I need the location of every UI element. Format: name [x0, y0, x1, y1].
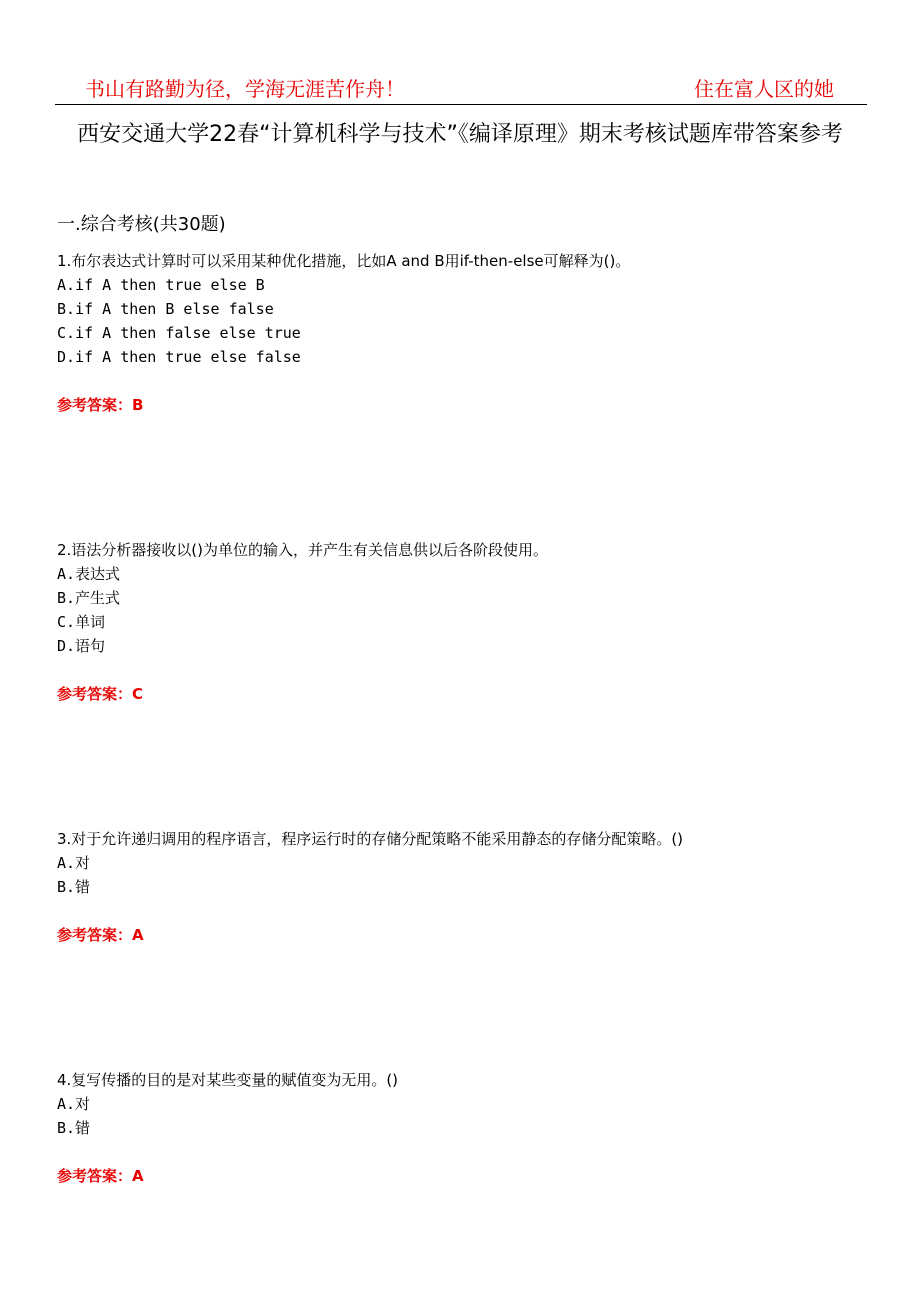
option-c: C.单词: [57, 613, 106, 631]
answer-label: 参考答案：A: [57, 926, 144, 944]
answer-label: 参考答案：A: [57, 1167, 144, 1185]
question-stem: 3.对于允许递归调用的程序语言，程序运行时的存储分配策略不能采用静态的存储分配策略。(): [57, 830, 684, 848]
option-b: B.错: [57, 1119, 91, 1137]
question-stem: 4.复写传播的目的是对某些变量的赋值变为无用。(): [57, 1071, 399, 1089]
document-title: 西安交通大学22春“计算机科学与技术”《编译原理》期末考核试题库带答案参考: [77, 122, 843, 147]
question-1: [57, 249, 867, 417]
option-a: A.if A then true else B: [57, 276, 265, 294]
option-d: D.语句: [57, 637, 106, 655]
option-d: D.if A then true else false: [57, 348, 301, 366]
question-3: [57, 827, 867, 947]
option-b: B.if A then B else false: [57, 300, 274, 318]
header-motto: 书山有路勤为径，学海无涯苦作舟！: [85, 77, 405, 101]
section-heading: 一.综合考核(共30题): [57, 214, 226, 235]
option-a: A.对: [57, 854, 91, 872]
option-a: A.表达式: [57, 565, 121, 583]
question-4: [57, 1068, 867, 1188]
option-a: A.对: [57, 1095, 91, 1113]
page-header: [55, 68, 867, 105]
question-2: [57, 538, 867, 706]
option-b: B.错: [57, 878, 91, 896]
option-c: C.if A then false else true: [57, 324, 301, 342]
question-stem: 2.语法分析器接收以()为单位的输入，并产生有关信息供以后各阶段使用。: [57, 541, 549, 559]
answer-label: 参考答案：C: [57, 685, 144, 703]
header-author: 住在富人区的她: [694, 77, 834, 101]
question-stem: 1.布尔表达式计算时可以采用某种优化措施，比如A and B用if-then-else可解释为()。: [57, 252, 631, 270]
answer-label: 参考答案：B: [57, 396, 144, 414]
option-b: B.产生式: [57, 589, 121, 607]
